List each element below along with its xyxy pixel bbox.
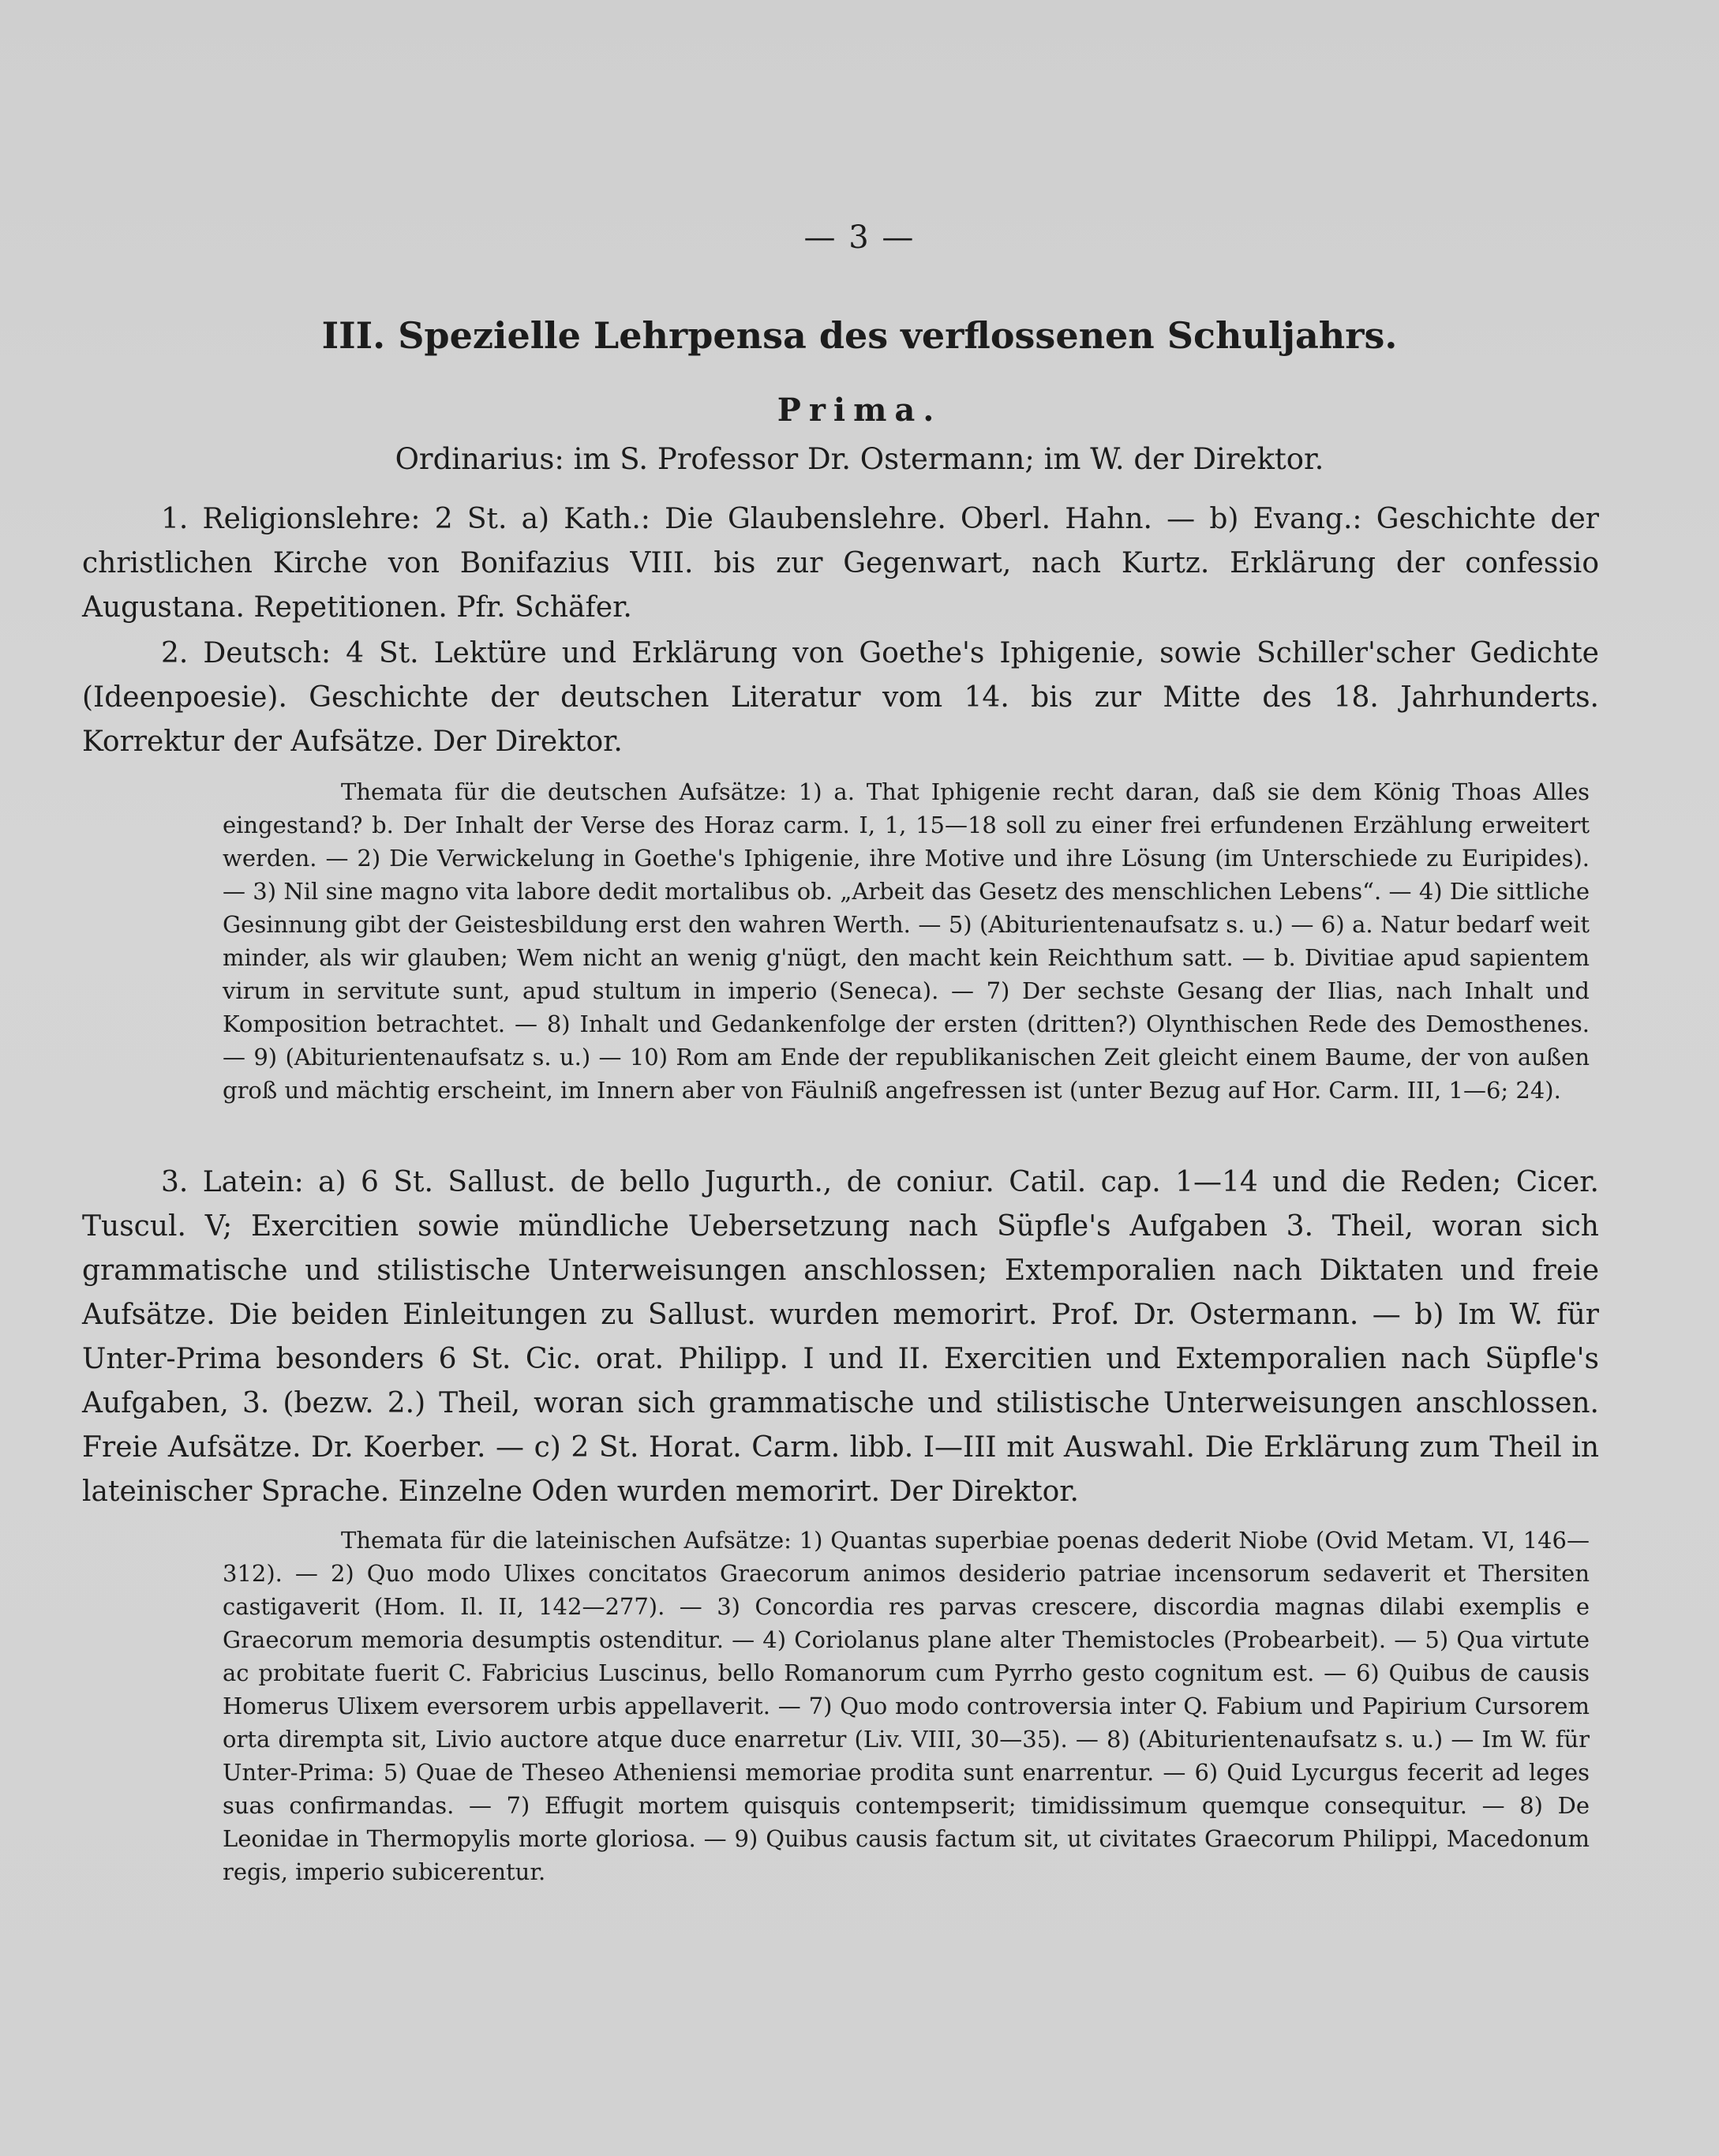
paragraph-latein-themata: Themata für die lateinischen Aufsätze: 1) Quantas superbiae poenas dederit Niobe (Ovid Metam. VI, 146—312). — 2) Quo modo Ulixes concitatos Graecorum animos desiderio patriae incensorum sedaverit et Thersiten castigaverit (Hom. Il. II, 142—277). — 3) Concordia res parvas crescere, discordia magnas dilabi exemplis e Graecorum memoria desumptis ostenditur. — 4) Coriolanus plane alter Themistocles (Probearbeit). — 5) Qua virtute ac probitate fuerit C. Fabricius Luscinus, bello Romanorum cum Pyrrho gesto cognitum est. — 6) Quibus de causis Homerus Ulixem eversorem urbis appellaverit. — 7) Quo modo controversia inter Q. Fabium und Papirium Cursorem orta dirempta sit, Livio auctore atque duce enarretur (Liv. VIII, 30—35). — 8) (Abiturientenaufsatz s. u.) — Im W. für Unter-Prima: 5) Quae de Theseo Atheniensi memoriae prodita sunt enarrentur. — 6) Quid Lycurgus fecerit ad leges suas confirmandas. — 7) Effugit mortem quisquis contempserit; timidissimum quemque consequitur. — 8) De Leonidae in Thermopylis morte gloriosa. — 9) Quibus causis factum sit, ut civitates Graecorum Philippi, Macedonum regis, imperio subicerentur. (223, 1527, 1590, 1885)
paragraph-latein: 3. Latein: a) 6 St. Sallust. de bello Jugurth., de coniur. Catil. cap. 1—14 und die Reden; Cicer. Tuscul. V; Exercitien sowie mündliche Uebersetzung nach Süpfle's Aufgaben 3. Theil, woran sich grammatische und stilistische Unterweisungen anschlossen; Extemporalien nach Diktaten und freie Aufsätze. Die beiden Einleitungen zu Sallust. wurden memorirt. Prof. Dr. Ostermann. — b) Im W. für Unter-Prima besonders 6 St. Cic. orat. Philipp. I und II. Exercitien und Extemporalien nach Süpfle's Aufgaben, 3. (bezw. 2.) Theil, woran sich grammatische und stilistische Unterweisungen anschlossen. Freie Aufsätze. Dr. Koerber. — c) 2 St. Horat. Carm. libb. I—III mit Auswahl. Die Erklärung zum Theil in lateinischer Sprache. Einzelne Oden wurden memorirt. Der Direktor. (82, 1166, 1599, 1508)
paragraph-deutsch: 2. Deutsch: 4 St. Lektüre und Erklärung von Goethe's Iphigenie, sowie Schiller'scher Gedichte (Ideenpoesie). Geschichte der deutschen Literatur vom 14. bis zur Mitte des 18. Jahrhunderts. Korrektur der Aufsätze. Der Direktor. (82, 637, 1599, 758)
section-title: III. Spezielle Lehrpensa des verflossenen Schuljahrs. (321, 314, 1398, 357)
ordinarius-line: Ordinarius: im S. Professor Dr. Ostermann; im W. der Direktor. (395, 442, 1324, 476)
paragraph-deutsch-themata: Themata für die deutschen Aufsätze: 1) a. That Iphigenie recht daran, daß sie dem König Thoas Alles eingestand? b. Der Inhalt der Verse des Horaz carm. I, 1, 15—18 soll zu einer frei erfundenen Erzählung erweitert werden. — 2) Die Verwickelung in Goethe's Iphigenie, ihre Motive und ihre Lösung (im Unterschiede zu Euripides). — 3) Nil sine magno vita labore dedit mortalibus ob. „Arbeit das Gesetz des menschlichen Lebens“. — 4) Die sittliche Gesinnung gibt der Geistesbildung erst den wahren Werth. — 5) (Abiturientenaufsatz s. u.) — 6) a. Natur bedarf weit minder, als wir glauben; Wem nicht an wenig g'nügt, den macht kein Reichthum satt. — b. Divitiae apud sapientem virum in servitute sunt, apud stultum in imperio (Seneca). — 7) Der sechste Gesang der Ilias, nach Inhalt und Komposition betrachtet. — 8) Inhalt und Gedankenfolge der ersten (dritten?) Olynthischen Rede des Demosthenes. — 9) (Abiturientenaufsatz s. u.) — 10) Rom am Ende der republikanischen Zeit gleicht einem Baume, der von außen groß und mächtig erscheint, im Innern aber von Fäulniß angefressen ist (unter Bezug auf Hor. Carm. III, 1—6; 24). (223, 778, 1590, 1104)
paragraph-religion: 1. Religionslehre: 2 St. a) Kath.: Die Glaubenslehre. Oberl. Hahn. — b) Evang.: Geschichte der christlichen Kirche von Bonifazius VIII. bis zur Gegenwart, nach Kurtz. Erklärung der confessio Augustana. Repetitionen. Pfr. Schäfer. (82, 503, 1599, 624)
subtitle-prima: Prima. (777, 392, 942, 429)
page-number: — 3 — (803, 219, 916, 256)
